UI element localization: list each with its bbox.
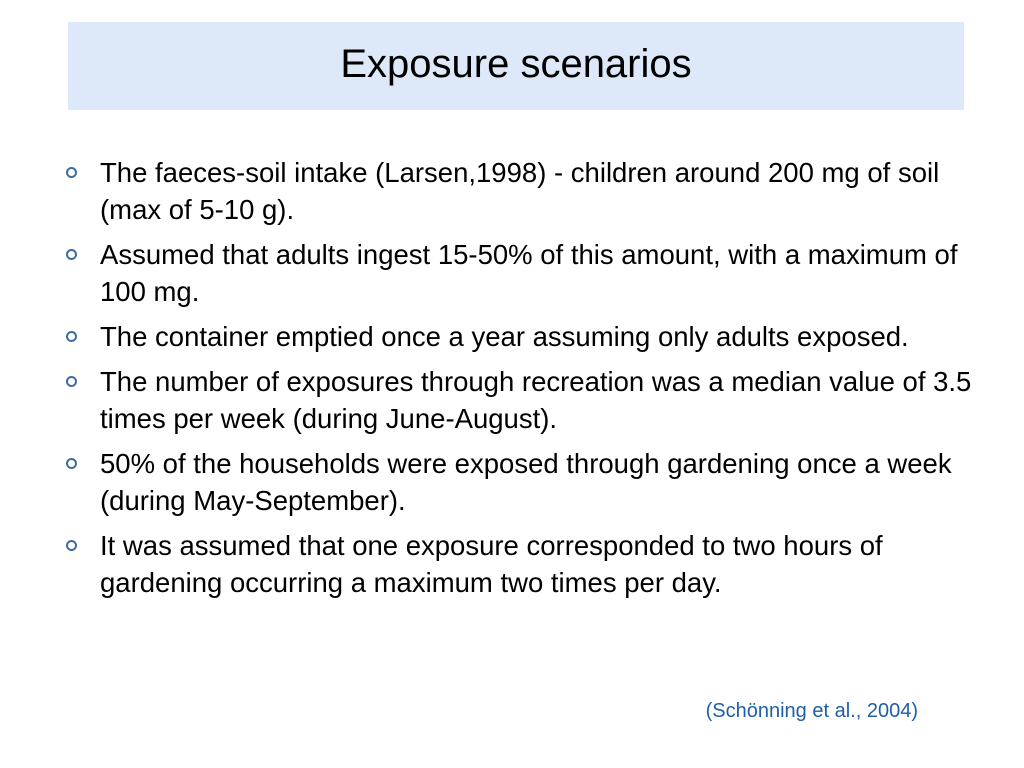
bullet-circle-icon [66,167,77,178]
bullet-item [62,154,982,228]
citation: (Schönning et al., 2004) [705,700,918,722]
bullet-circle-icon [66,458,77,469]
bullet-text: 50% of the households were exposed through gardening once a week (during May-September). [100,448,952,516]
bullet-circle-icon [66,376,77,387]
bullet-text: Assumed that adults ingest 15-50% of this amount, with a maximum of 100 mg. [100,239,958,307]
bullet-text: It was assumed that one exposure corresponded to two hours of gardening occurring a maximum two times per day. [100,530,883,598]
bullet-text: The number of exposures through recreation was a median value of 3.5 times per week (during June-August). [100,366,972,434]
bullet-item [62,363,982,437]
title-band [68,22,964,110]
bullet-item [62,236,982,310]
slide-title: Exposure scenarios [340,42,692,86]
bullet-item [62,527,982,601]
bullet-circle-icon [66,249,77,260]
bullet-text: The faeces-soil intake (Larsen,1998) - children around 200 mg of soil (max of 5-10 g). [100,157,940,225]
bullet-text: The container emptied once a year assuming only adults exposed. [100,321,909,352]
bullet-list [62,154,982,609]
bullet-item [62,445,982,519]
bullet-item [62,318,982,355]
bullet-circle-icon [66,540,77,551]
bullet-circle-icon [66,331,77,342]
